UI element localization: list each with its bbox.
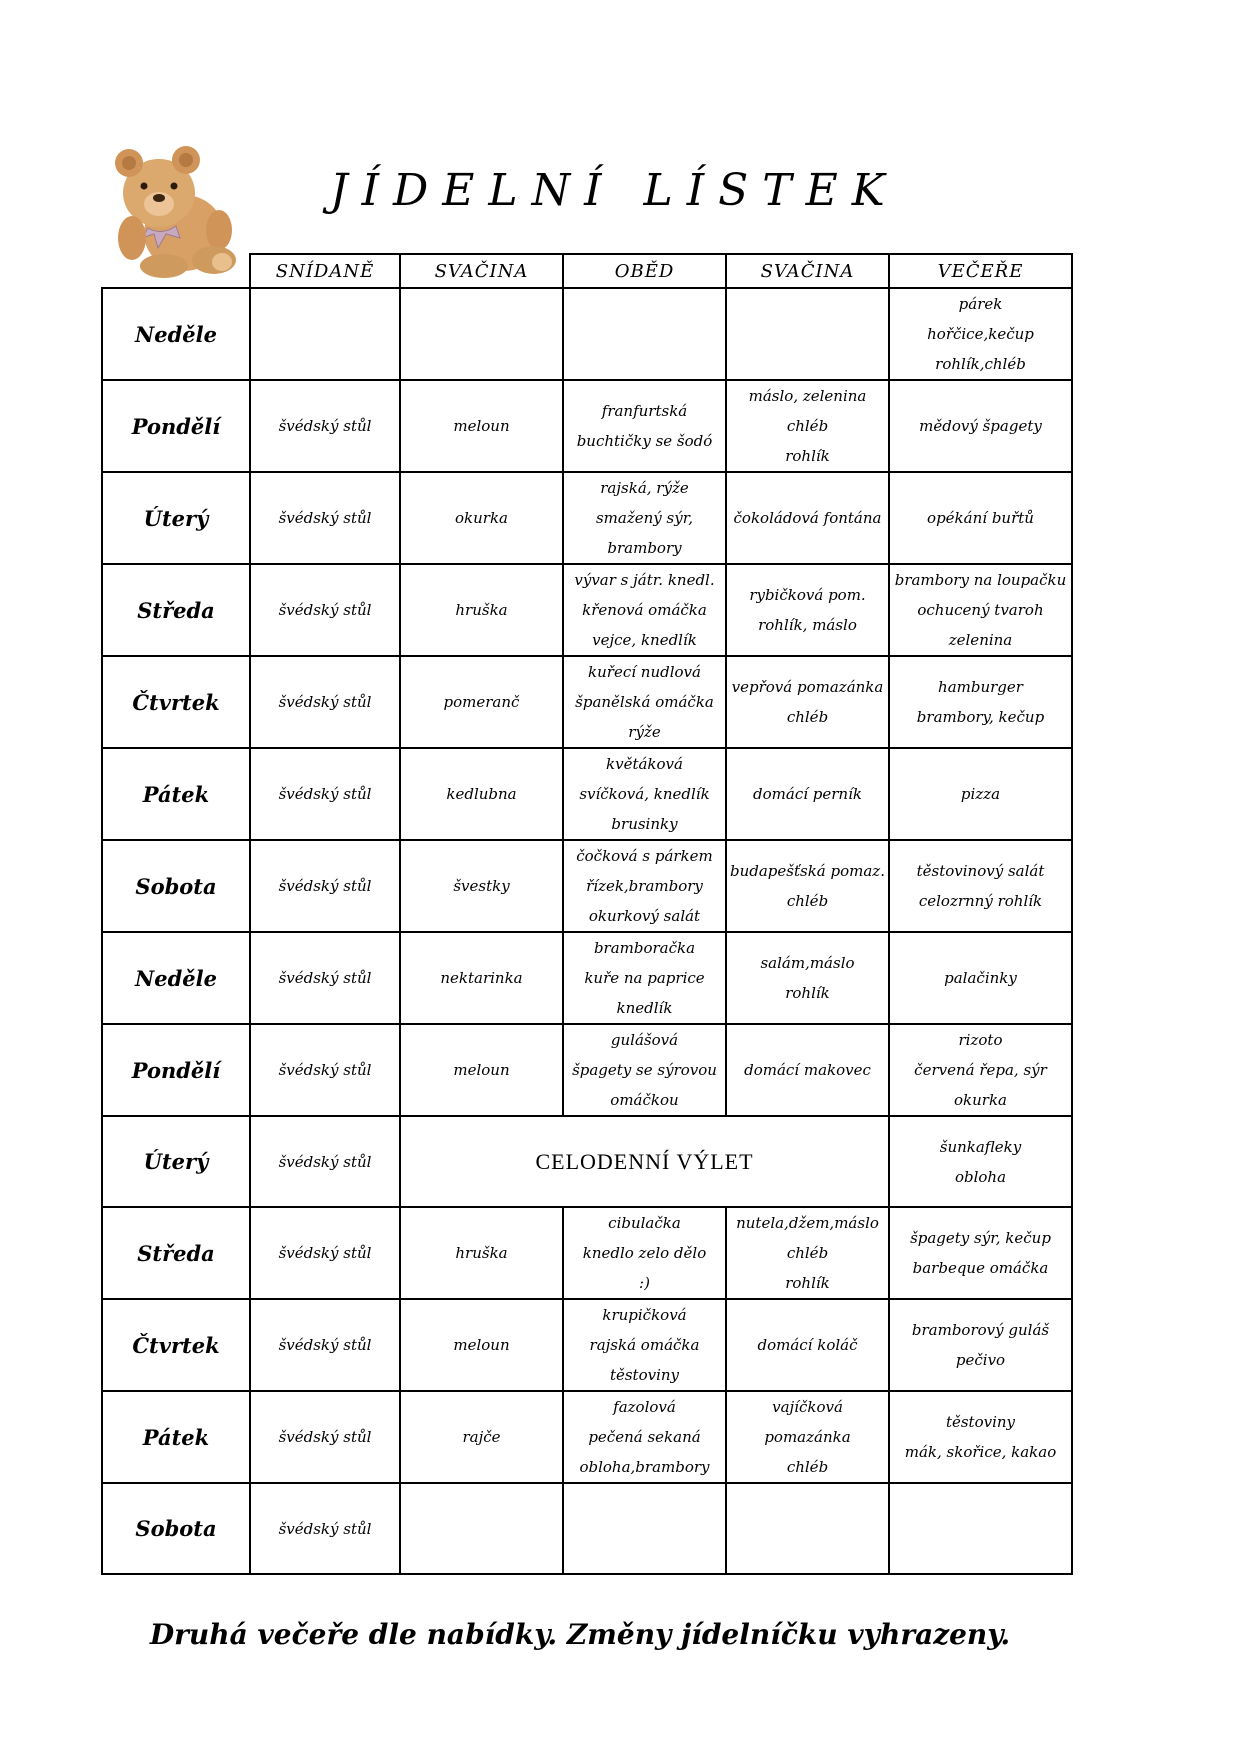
dish-line: nutela,džem,máslo xyxy=(736,1214,879,1232)
dish-line: vepřová pomazánka xyxy=(731,678,884,696)
day-label: Úterý xyxy=(102,472,250,564)
dish-line: svíčková, knedlík xyxy=(579,785,710,803)
footer-note: Druhá večeře dle nabídky. Změny jídelníčku vyhrazeny. xyxy=(149,1618,1011,1651)
dish-line: švédský stůl xyxy=(278,1152,372,1171)
menu-cell-snack1 xyxy=(400,1207,563,1299)
menu-cell-dinner xyxy=(889,1116,1072,1207)
dish-line: celozrnný rohlík xyxy=(918,892,1043,910)
dish-line: krupičková xyxy=(602,1306,687,1324)
dish-line: budapešťská pomaz. xyxy=(730,862,885,880)
dish-line: chléb xyxy=(786,1458,829,1476)
dish-line: rohlík xyxy=(785,447,830,465)
dish-line: hořčice,kečup xyxy=(927,325,1034,343)
dish-line: čočková s párkem xyxy=(576,847,713,865)
menu-cell-snack1 xyxy=(400,1483,563,1574)
dish-line: brambory na loupačku xyxy=(894,571,1067,589)
menu-cell-snack1 xyxy=(400,380,563,472)
table-row xyxy=(102,840,1072,932)
dish-line: rybičková pom. xyxy=(749,586,866,604)
column-header-snack2: SVAČINA xyxy=(726,254,889,288)
menu-cell-snack1 xyxy=(400,656,563,748)
dish-line: pečená sekaná xyxy=(588,1428,701,1446)
menu-cell-lunch xyxy=(563,932,726,1024)
menu-cell-snack2 xyxy=(726,1299,889,1391)
dish-line: ochucený tvaroh xyxy=(917,601,1044,619)
full-day-trip-cell: CELODENNÍ VÝLET xyxy=(400,1116,889,1207)
dish-line: kedlubna xyxy=(446,785,517,803)
dish-line: červená řepa, sýr xyxy=(914,1061,1047,1079)
day-label: Středa xyxy=(102,564,250,656)
menu-body xyxy=(102,288,1072,1574)
menu-cell-dinner xyxy=(889,1299,1072,1391)
dish-line: chléb xyxy=(786,708,829,726)
dish-line: pomeranč xyxy=(443,693,520,711)
dish-line: švédský stůl xyxy=(278,1336,372,1354)
dish-line: švédský stůl xyxy=(278,601,372,619)
menu-cell-lunch xyxy=(563,748,726,840)
menu-cell-snack1 xyxy=(400,1299,563,1391)
menu-cell-lunch xyxy=(563,1391,726,1483)
menu-cell-breakfast xyxy=(250,1116,400,1207)
menu-cell-breakfast xyxy=(250,840,400,932)
dish-line: franfurtská xyxy=(601,402,688,420)
dish-line: gulášová xyxy=(610,1031,679,1049)
menu-cell-snack2 xyxy=(726,656,889,748)
dish-line: nektarinka xyxy=(440,969,523,987)
dish-line: zelenina xyxy=(948,631,1013,649)
dish-line: domácí makovec xyxy=(744,1061,871,1079)
dish-line: rohlík, máslo xyxy=(758,616,857,634)
menu-cell-dinner xyxy=(889,840,1072,932)
day-label: Středa xyxy=(102,1207,250,1299)
menu-cell-dinner xyxy=(889,656,1072,748)
dish-line: meloun xyxy=(453,1336,510,1354)
menu-cell-breakfast xyxy=(250,1483,400,1574)
menu-cell-breakfast xyxy=(250,380,400,472)
menu-cell-dinner xyxy=(889,1207,1072,1299)
menu-cell-dinner xyxy=(889,1024,1072,1116)
dish-line: vývar s játr. knedl. xyxy=(574,571,715,589)
menu-cell-snack1 xyxy=(400,472,563,564)
day-label: Pondělí xyxy=(102,380,250,472)
table-row xyxy=(102,1483,1072,1574)
column-header-dinner: VEČEŘE xyxy=(889,254,1072,288)
menu-cell-snack2 xyxy=(726,472,889,564)
dish-line: domácí perník xyxy=(753,785,862,803)
table-row xyxy=(102,656,1072,748)
dish-line: rizoto xyxy=(958,1031,1003,1049)
dish-line: knedlo zelo dělo xyxy=(582,1244,707,1262)
dish-line: chléb xyxy=(786,1244,829,1262)
dish-line: švédský stůl xyxy=(278,509,372,527)
menu-cell-breakfast xyxy=(250,1207,400,1299)
dish-line: okurka xyxy=(954,1091,1007,1109)
dish-line: barbeque omáčka xyxy=(912,1259,1049,1277)
dish-line: hruška xyxy=(455,1244,508,1262)
menu-cell-lunch xyxy=(563,1024,726,1116)
dish-line: okurka xyxy=(455,509,508,527)
dish-line: kuře na paprice xyxy=(584,969,705,987)
menu-cell-lunch xyxy=(563,288,726,380)
corner-cell xyxy=(102,254,250,288)
day-label: Sobota xyxy=(102,840,250,932)
dish-line: španělská omáčka xyxy=(575,693,714,711)
menu-cell-lunch xyxy=(563,564,726,656)
dish-line: rajská omáčka xyxy=(589,1336,700,1354)
dish-line: smažený sýr, brambory xyxy=(595,509,693,557)
menu-cell-lunch xyxy=(563,1207,726,1299)
day-label: Čtvrtek xyxy=(102,1299,250,1391)
menu-cell-snack2 xyxy=(726,564,889,656)
table-row xyxy=(102,472,1072,564)
dish-line: bramborový guláš xyxy=(911,1321,1050,1339)
menu-cell-snack2 xyxy=(726,1391,889,1483)
page-title: JÍDELNÍ LÍSTEK xyxy=(330,165,899,216)
dish-line: rohlík xyxy=(785,1274,830,1292)
day-label: Neděle xyxy=(102,932,250,1024)
dish-line: rajče xyxy=(462,1428,501,1446)
menu-cell-breakfast xyxy=(250,472,400,564)
dish-line: švédský stůl xyxy=(278,877,372,895)
table-row xyxy=(102,288,1072,380)
dish-line: brusinky xyxy=(611,815,678,833)
dish-line: květáková xyxy=(606,755,683,773)
day-label: Čtvrtek xyxy=(102,656,250,748)
dish-line: máslo, zelenina xyxy=(748,387,867,405)
menu-cell-snack2 xyxy=(726,1024,889,1116)
dish-line: domácí koláč xyxy=(757,1336,858,1354)
dish-line: fazolová xyxy=(613,1398,676,1416)
column-header-lunch: OBĚD xyxy=(563,254,726,288)
dish-line: palačinky xyxy=(944,969,1017,987)
dish-line: omáčkou xyxy=(610,1091,679,1109)
dish-line: řízek,brambory xyxy=(586,877,703,895)
dish-line: křenová omáčka xyxy=(582,601,707,619)
menu-cell-snack1 xyxy=(400,564,563,656)
dish-line: švédský stůl xyxy=(278,693,372,711)
dish-line: šunkafleky xyxy=(939,1137,1022,1156)
table-row xyxy=(102,564,1072,656)
menu-cell-breakfast xyxy=(250,748,400,840)
dish-line: :) xyxy=(639,1274,650,1292)
menu-cell-snack2 xyxy=(726,380,889,472)
dish-line: okurkový salát xyxy=(588,907,701,925)
dish-line: brambory, kečup xyxy=(916,708,1045,726)
table-row xyxy=(102,380,1072,472)
dish-line: švestky xyxy=(453,877,510,895)
menu-cell-breakfast xyxy=(250,656,400,748)
table-row xyxy=(102,1207,1072,1299)
dish-line: kuřecí nudlová xyxy=(588,663,701,681)
dish-line: švédský stůl xyxy=(278,785,372,803)
menu-cell-snack2 xyxy=(726,932,889,1024)
menu-cell-snack1 xyxy=(400,1024,563,1116)
table-row xyxy=(102,748,1072,840)
menu-cell-breakfast xyxy=(250,1391,400,1483)
menu-cell-snack1 xyxy=(400,1391,563,1483)
dish-line: hamburger xyxy=(938,678,1023,696)
menu-cell-snack1 xyxy=(400,840,563,932)
dish-line: meloun xyxy=(453,1061,510,1079)
dish-line: špagety sýr, kečup xyxy=(910,1229,1051,1247)
day-label: Neděle xyxy=(102,288,250,380)
table-row xyxy=(102,1024,1072,1116)
menu-cell-breakfast xyxy=(250,932,400,1024)
dish-line: čokoládová fontána xyxy=(733,509,882,527)
dish-line: mědový špagety xyxy=(919,417,1042,435)
menu-cell-snack2 xyxy=(726,840,889,932)
table-row xyxy=(102,1299,1072,1391)
column-header-snack1: SVAČINA xyxy=(400,254,563,288)
dish-line: obloha xyxy=(954,1167,1007,1186)
menu-cell-snack2 xyxy=(726,1207,889,1299)
day-label: Sobota xyxy=(102,1483,250,1574)
table-row xyxy=(102,1116,1072,1207)
menu-cell-snack2 xyxy=(726,288,889,380)
dish-line: cibulačka xyxy=(608,1214,681,1232)
dish-line: pizza xyxy=(960,785,1001,803)
dish-line: párek xyxy=(958,295,1003,313)
menu-cell-lunch xyxy=(563,840,726,932)
menu-cell-breakfast xyxy=(250,564,400,656)
dish-line: chléb xyxy=(786,417,829,435)
dish-line: salám,máslo xyxy=(760,954,855,972)
menu-cell-snack2 xyxy=(726,1483,889,1574)
dish-line: švédský stůl xyxy=(278,1428,372,1446)
menu-cell-dinner xyxy=(889,1483,1072,1574)
dish-line: rohlík,chléb xyxy=(935,355,1026,373)
dish-line: švédský stůl xyxy=(278,1061,372,1079)
menu-cell-dinner xyxy=(889,932,1072,1024)
dish-line: obloha,brambory xyxy=(579,1458,710,1476)
dish-line: chléb xyxy=(786,892,829,910)
dish-line: švédský stůl xyxy=(278,1244,372,1262)
menu-cell-breakfast xyxy=(250,1024,400,1116)
menu-cell-breakfast xyxy=(250,288,400,380)
day-label: Pátek xyxy=(102,1391,250,1483)
dish-line: těstoviny xyxy=(609,1366,680,1384)
menu-cell-lunch xyxy=(563,380,726,472)
menu-cell-breakfast xyxy=(250,1299,400,1391)
dish-line: rýže xyxy=(628,723,661,741)
dish-line: špagety se sýrovou xyxy=(572,1061,717,1079)
table-row xyxy=(102,1391,1072,1483)
menu-cell-dinner xyxy=(889,748,1072,840)
menu-cell-lunch xyxy=(563,1299,726,1391)
menu-cell-snack1 xyxy=(400,288,563,380)
dish-line: mák, skořice, kakao xyxy=(904,1443,1057,1461)
dish-line: vajíčková pomazánka xyxy=(764,1398,851,1446)
dish-line: švédský stůl xyxy=(278,969,372,987)
menu-cell-dinner xyxy=(889,1391,1072,1483)
dish-line: meloun xyxy=(453,417,510,435)
dish-line: těstoviny xyxy=(945,1413,1016,1431)
dish-line: buchtičky se šodó xyxy=(576,432,713,450)
dish-line: bramboračka xyxy=(593,939,696,957)
column-header-breakfast: SNÍDANĚ xyxy=(250,254,400,288)
dish-line: hruška xyxy=(455,601,508,619)
header-row xyxy=(102,254,1072,288)
menu-cell-dinner xyxy=(889,472,1072,564)
dish-line: opékání buřtů xyxy=(927,509,1034,527)
dish-line: pečivo xyxy=(955,1351,1006,1369)
menu-cell-snack2 xyxy=(726,748,889,840)
menu-cell-dinner xyxy=(889,288,1072,380)
day-label: Pondělí xyxy=(102,1024,250,1116)
day-label: Pátek xyxy=(102,748,250,840)
menu-cell-lunch xyxy=(563,656,726,748)
dish-line: rohlík xyxy=(785,984,830,1002)
menu-cell-dinner xyxy=(889,564,1072,656)
dish-line: knedlík xyxy=(616,999,673,1017)
dish-line: švédský stůl xyxy=(278,417,372,435)
menu-cell-lunch xyxy=(563,1483,726,1574)
menu-cell-snack1 xyxy=(400,932,563,1024)
day-label: Úterý xyxy=(102,1116,250,1207)
menu-table xyxy=(101,253,1073,1575)
dish-line: švédský stůl xyxy=(278,1519,372,1538)
dish-line: vejce, knedlík xyxy=(592,631,697,649)
dish-line: těstovinový salát xyxy=(916,862,1045,880)
dish-line: rajská, rýže xyxy=(600,479,689,497)
menu-cell-lunch xyxy=(563,472,726,564)
menu-cell-dinner xyxy=(889,380,1072,472)
table-row xyxy=(102,932,1072,1024)
menu-cell-snack1 xyxy=(400,748,563,840)
